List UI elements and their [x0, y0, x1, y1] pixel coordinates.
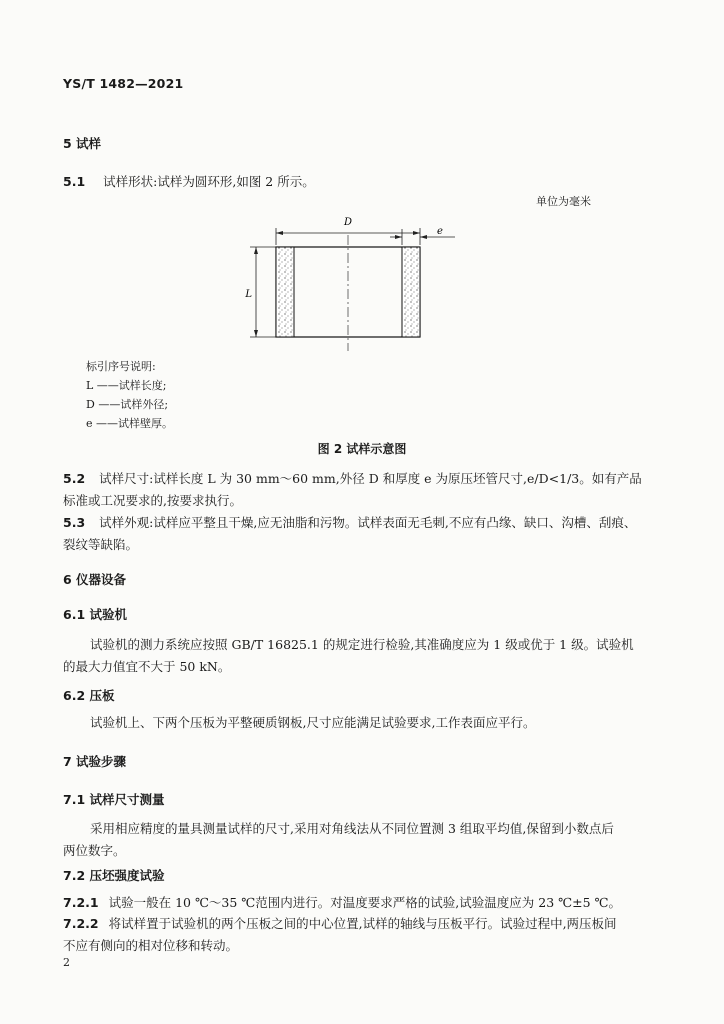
l-arrow-bottom — [254, 330, 258, 337]
clause-6-1-title: 6.1 试验机 — [63, 607, 127, 622]
clause-number: 7.2.1 — [63, 895, 99, 910]
clause-5-3 — [63, 512, 663, 556]
clause-text: 采用相应精度的量具测量试样的尺寸,采用对角线法从不同位置测 3 组取平均值,保留到小数点后 — [90, 821, 614, 836]
d-arrow-left — [276, 231, 283, 235]
unit-note: 单位为毫米 — [536, 195, 591, 208]
clause-7-2-2 — [63, 913, 663, 957]
legend-item-l: L ——试样长度; — [86, 379, 167, 392]
clause-6-2-title: 6.2 压板 — [63, 688, 115, 703]
section-6-title: 6 仪器设备 — [63, 572, 127, 587]
legend-title: 标引序号说明: — [86, 360, 156, 373]
clause-text-cont: 的最大力值宜不大于 50 kN。 — [63, 659, 231, 674]
clause-text: 试验一般在 10 ℃～35 ℃范围内进行。对温度要求严格的试验,试验温度应为 23 ℃±5 ℃。 — [108, 895, 621, 910]
clause-7-1-text — [63, 818, 663, 862]
legend-item-d: D ——试样外径; — [86, 398, 169, 411]
standard-number: YS/T 1482—2021 — [63, 76, 184, 91]
e-arrow-left — [395, 235, 402, 239]
clause-text: 试样尺寸:试样长度 L 为 30 mm～60 mm,外径 D 和厚度 e 为原压坯管尺寸,e/D<1/3。如有产品 — [99, 471, 642, 486]
e-arrow-right — [420, 235, 427, 239]
section-7-title: 7 试验步骤 — [63, 754, 127, 769]
clause-text: 试样外观:试样应平整且干燥,应无油脂和污物。试样表面无毛刺,不应有凸缘、缺口、沟槽、刮痕、 — [99, 515, 637, 530]
clause-6-2-text: 试验机上、下两个压板为平整硬质钢板,尺寸应能满足试验要求,工作表面应平行。 — [90, 715, 536, 730]
clause-text-cont: 裂纹等缺陷。 — [63, 537, 139, 552]
clause-number: 7.2.2 — [63, 916, 99, 931]
d-arrow-right — [413, 231, 420, 235]
clause-text-cont: 标准或工况要求的,按要求执行。 — [63, 493, 242, 508]
label-d: D — [343, 217, 353, 228]
clause-6-1-text — [63, 634, 663, 678]
legend-item-e: e ——试样壁厚。 — [86, 417, 174, 430]
clause-5-1 — [63, 171, 315, 193]
figure-caption: 图 2 试样示意图 — [317, 442, 407, 456]
clause-7-2-1 — [63, 892, 663, 914]
clause-7-1-title: 7.1 试样尺寸测量 — [63, 792, 165, 807]
label-e: e — [437, 226, 443, 237]
page-number: 2 — [63, 956, 70, 969]
clause-number: 5.2 — [63, 471, 86, 486]
figure-legend — [86, 357, 173, 433]
specimen-diagram — [230, 205, 470, 355]
clause-number: 5.3 — [63, 515, 86, 530]
clause-5-2 — [63, 468, 663, 512]
section-5-title: 5 试样 — [63, 136, 102, 151]
label-l: L — [245, 289, 252, 300]
clause-text: 试样形状:试样为圆环形,如图 2 所示。 — [103, 174, 315, 189]
wall-section-left — [276, 247, 294, 337]
clause-text-cont: 不应有侧向的相对位移和转动。 — [63, 938, 239, 953]
clause-text-cont: 两位数字。 — [63, 843, 126, 858]
wall-section-right — [402, 247, 420, 337]
l-arrow-top — [254, 247, 258, 254]
clause-number: 5.1 — [63, 174, 86, 189]
clause-text: 试验机的测力系统应按照 GB/T 16825.1 的规定进行检验,其准确度应为 1 级或优于 1 级。试验机 — [90, 637, 634, 652]
clause-text: 将试样置于试验机的两个压板之间的中心位置,试样的轴线与压板平行。试验过程中,两压板间 — [108, 916, 617, 931]
clause-7-2-title: 7.2 压坯强度试验 — [63, 868, 165, 883]
